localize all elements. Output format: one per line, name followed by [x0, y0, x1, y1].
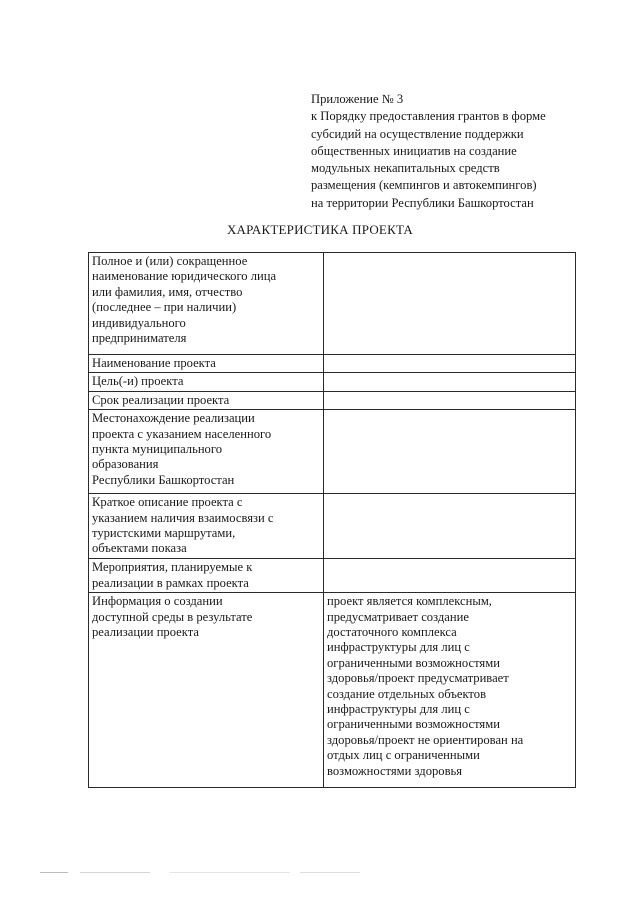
row-label-project-name: Наименование проекта	[89, 355, 324, 373]
row-value-project-name[interactable]	[324, 355, 576, 373]
scan-artifact-line	[40, 872, 68, 873]
row-value-planned-activities[interactable]	[324, 559, 576, 593]
scan-artifact-line	[80, 872, 150, 873]
table-row	[89, 355, 576, 373]
appendix-header: Приложение № 3 к Порядку предоставления грантов в форме субсидий на осуществление поддержки общественных инициатив на создание модульных некапитальных средств размещения (кемпингов и автокемпингов) на территории Республики Башкортостан	[311, 92, 546, 210]
row-value-project-location[interactable]	[324, 410, 576, 494]
row-label-project-description: Краткое описание проекта с указанием наличия взаимосвязи с туристскими маршрутами, объектами показа	[89, 494, 324, 559]
row-label-accessible-environment: Информация о создании доступной среды в результате реализации проекта	[89, 593, 324, 788]
row-label-planned-activities: Мероприятия, планируемые к реализации в рамках проекта	[89, 559, 324, 593]
table-row	[89, 559, 576, 593]
table-row	[89, 391, 576, 409]
scan-artifact-line	[300, 872, 360, 873]
row-label-project-location: Местонахождение реализации проекта с указанием населенного пункта муниципального образования Республики Башкортостан	[89, 410, 324, 494]
row-value-accessible-environment: проект является комплексным, предусматривает создание достаточного комплекса инфраструктуры для лиц с ограниченными возможностями здоровья/проект предусматривает создание отдельных объектов инфраструктуры для лиц с ограниченными возможностями здоровья/проект не ориентирован на отдых лиц с ограниченными возможностями здоровья	[324, 593, 576, 788]
table-row	[89, 253, 576, 355]
table-row	[89, 410, 576, 494]
table-row	[89, 373, 576, 391]
row-label-project-term: Срок реализации проекта	[89, 391, 324, 409]
table-row	[89, 593, 576, 788]
row-value-project-term[interactable]	[324, 391, 576, 409]
row-label-applicant-name: Полное и (или) сокращенное наименование юридического лица или фамилия, имя, отчество (последнее – при наличии) индивидуального предпринимателя	[89, 253, 324, 355]
row-value-applicant-name[interactable]	[324, 253, 576, 355]
row-label-project-goals: Цель(-и) проекта	[89, 373, 324, 391]
row-value-project-description[interactable]	[324, 494, 576, 559]
scan-artifact-line	[170, 872, 290, 873]
document-title: ХАРАКТЕРИСТИКА ПРОЕКТА	[226, 222, 414, 237]
project-characteristics-table	[88, 252, 576, 788]
table-row	[89, 494, 576, 559]
row-value-project-goals[interactable]	[324, 373, 576, 391]
